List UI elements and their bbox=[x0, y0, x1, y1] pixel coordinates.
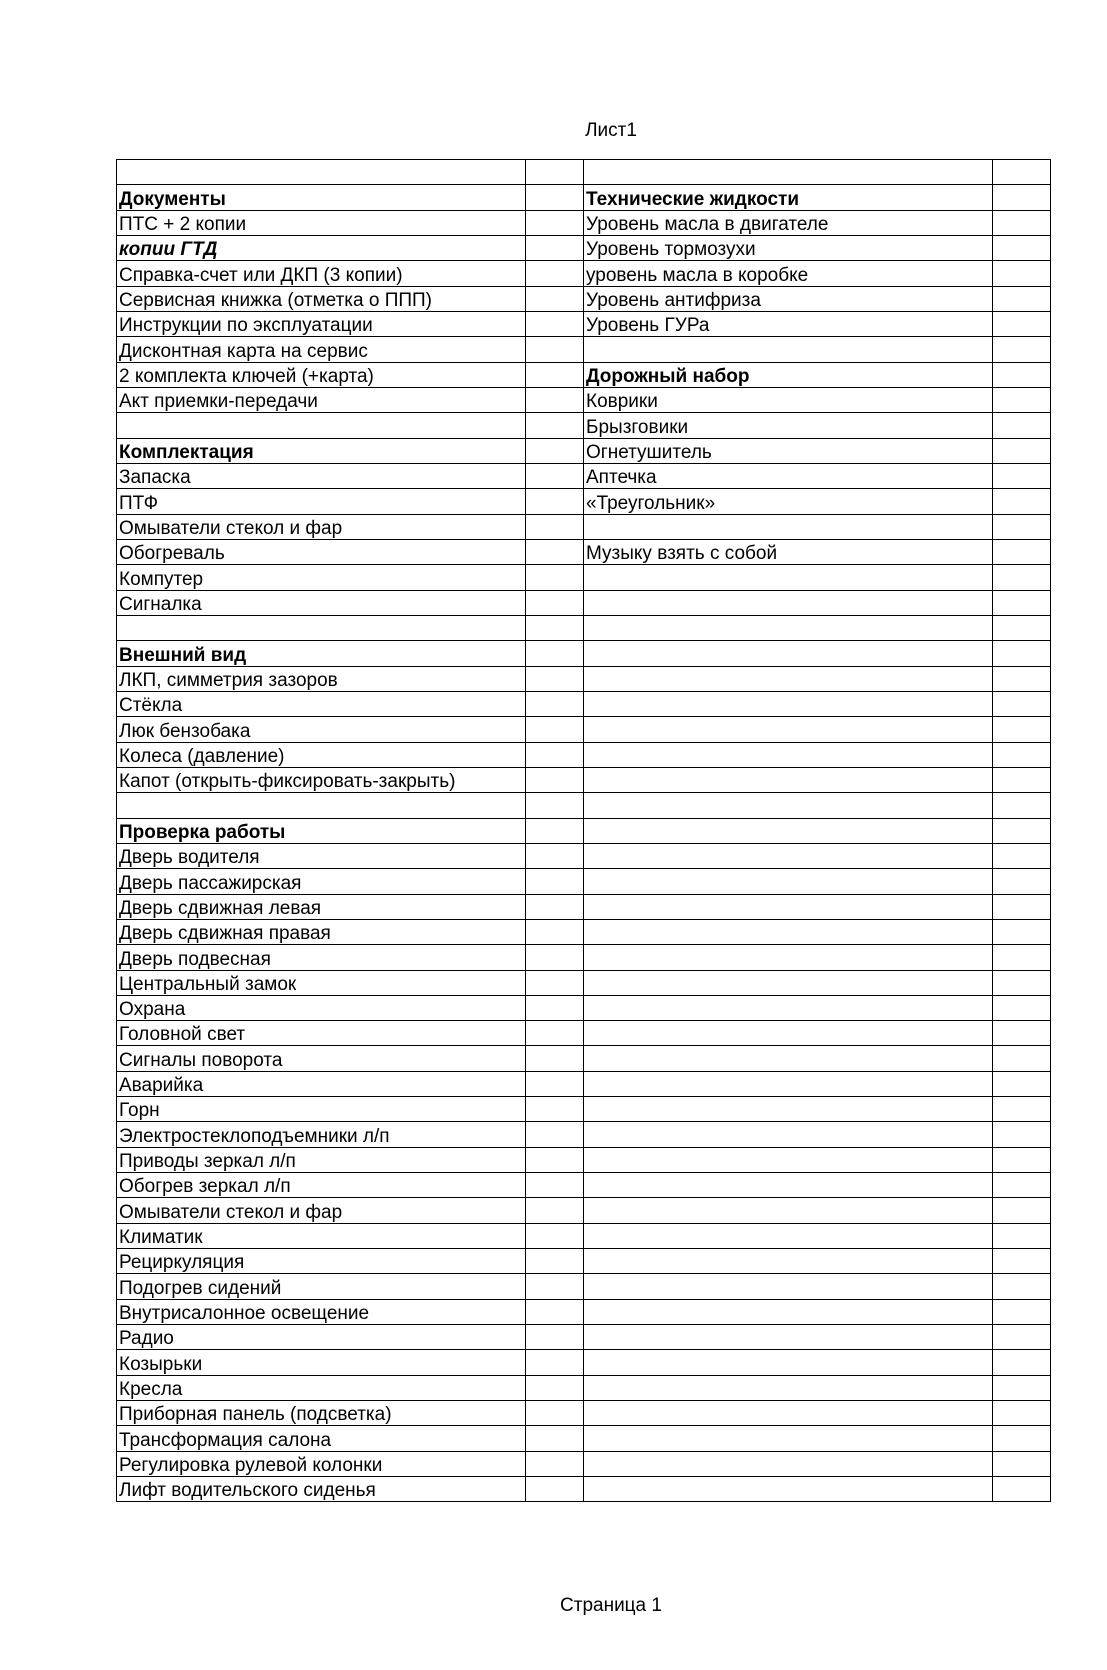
table-row bbox=[117, 1375, 1051, 1400]
right-check-cell bbox=[993, 1198, 1051, 1223]
table-row bbox=[117, 1122, 1051, 1147]
right-item-cell bbox=[584, 818, 993, 843]
left-check-cell bbox=[526, 387, 584, 412]
right-check-cell bbox=[993, 160, 1051, 185]
right-item-cell bbox=[584, 1021, 993, 1046]
left-item-cell bbox=[117, 160, 526, 185]
table-row bbox=[117, 362, 1051, 387]
table-row bbox=[117, 514, 1051, 539]
right-check-cell bbox=[993, 1223, 1051, 1248]
right-item-cell bbox=[584, 1274, 993, 1299]
left-check-cell bbox=[526, 286, 584, 311]
left-item-cell: Головной свет bbox=[117, 1021, 526, 1046]
right-check-cell bbox=[993, 1021, 1051, 1046]
left-check-cell bbox=[526, 489, 584, 514]
left-item-cell: Компутер bbox=[117, 565, 526, 590]
left-item-cell: Радио bbox=[117, 1325, 526, 1350]
right-check-cell bbox=[993, 286, 1051, 311]
right-check-cell bbox=[993, 311, 1051, 336]
right-item-cell: Огнетушитель bbox=[584, 438, 993, 463]
table-row bbox=[117, 843, 1051, 868]
right-item-cell: Музыку взять с собой bbox=[584, 539, 993, 564]
right-check-cell bbox=[993, 463, 1051, 488]
left-item-cell: Внешний вид bbox=[117, 641, 526, 666]
right-item-cell bbox=[584, 1426, 993, 1451]
left-check-cell bbox=[526, 590, 584, 615]
table-row bbox=[117, 1097, 1051, 1122]
left-item-cell: Стёкла bbox=[117, 691, 526, 716]
right-item-cell bbox=[584, 160, 993, 185]
left-check-cell bbox=[526, 438, 584, 463]
left-item-cell: Сигналы поворота bbox=[117, 1046, 526, 1071]
right-item-cell bbox=[584, 717, 993, 742]
left-check-cell bbox=[526, 514, 584, 539]
table-row bbox=[117, 1426, 1051, 1451]
right-check-cell bbox=[993, 1173, 1051, 1198]
left-check-cell bbox=[526, 1375, 584, 1400]
right-check-cell bbox=[993, 210, 1051, 235]
table-row bbox=[117, 210, 1051, 235]
left-check-cell bbox=[526, 894, 584, 919]
right-check-cell bbox=[993, 590, 1051, 615]
left-check-cell bbox=[526, 261, 584, 286]
left-check-cell bbox=[526, 1477, 584, 1502]
left-check-cell bbox=[526, 691, 584, 716]
table-row bbox=[117, 641, 1051, 666]
right-item-cell bbox=[584, 691, 993, 716]
right-check-cell bbox=[993, 1401, 1051, 1426]
right-check-cell bbox=[993, 362, 1051, 387]
left-check-cell bbox=[526, 793, 584, 818]
left-check-cell bbox=[526, 1173, 584, 1198]
left-check-cell bbox=[526, 1097, 584, 1122]
table-row bbox=[117, 235, 1051, 260]
table-row bbox=[117, 1451, 1051, 1476]
left-item-cell: Приборная панель (подсветка) bbox=[117, 1401, 526, 1426]
right-check-cell bbox=[993, 1046, 1051, 1071]
right-check-cell bbox=[993, 717, 1051, 742]
right-item-cell bbox=[584, 1401, 993, 1426]
checklist-table bbox=[116, 159, 1051, 1502]
table-row bbox=[117, 1299, 1051, 1324]
table-row bbox=[117, 590, 1051, 615]
left-check-cell bbox=[526, 1046, 584, 1071]
right-item-cell bbox=[584, 1249, 993, 1274]
table-row bbox=[117, 1198, 1051, 1223]
right-item-cell bbox=[584, 565, 993, 590]
right-check-cell bbox=[993, 1097, 1051, 1122]
left-check-cell bbox=[526, 1122, 584, 1147]
right-check-cell bbox=[993, 565, 1051, 590]
right-check-cell bbox=[993, 995, 1051, 1020]
right-check-cell bbox=[993, 387, 1051, 412]
table-row bbox=[117, 1401, 1051, 1426]
table-row bbox=[117, 1350, 1051, 1375]
table-row bbox=[117, 565, 1051, 590]
left-item-cell: Регулировка рулевой колонки bbox=[117, 1451, 526, 1476]
left-item-cell bbox=[117, 793, 526, 818]
left-item-cell: Обогрев зеркал л/п bbox=[117, 1173, 526, 1198]
left-check-cell bbox=[526, 1274, 584, 1299]
left-check-cell bbox=[526, 463, 584, 488]
left-check-cell bbox=[526, 565, 584, 590]
right-item-cell: Уровень ГУРа bbox=[584, 311, 993, 336]
right-check-cell bbox=[993, 641, 1051, 666]
table-row bbox=[117, 1274, 1051, 1299]
right-item-cell bbox=[584, 1071, 993, 1096]
left-item-cell: Дверь водителя bbox=[117, 843, 526, 868]
right-item-cell bbox=[584, 1299, 993, 1324]
right-item-cell bbox=[584, 1147, 993, 1172]
left-check-cell bbox=[526, 1401, 584, 1426]
left-item-cell: Дверь сдвижная правая bbox=[117, 919, 526, 944]
left-item-cell: ПТС + 2 копии bbox=[117, 210, 526, 235]
table-row bbox=[117, 1477, 1051, 1502]
right-item-cell bbox=[584, 1198, 993, 1223]
left-item-cell: 2 комплекта ключей (+карта) bbox=[117, 362, 526, 387]
table-row bbox=[117, 1223, 1051, 1248]
left-check-cell bbox=[526, 869, 584, 894]
left-item-cell: Обогреваль bbox=[117, 539, 526, 564]
right-check-cell bbox=[993, 615, 1051, 640]
table-row bbox=[117, 1147, 1051, 1172]
right-item-cell bbox=[584, 1046, 993, 1071]
table-row bbox=[117, 160, 1051, 185]
right-item-cell bbox=[584, 894, 993, 919]
left-check-cell bbox=[526, 1325, 584, 1350]
left-item-cell: Капот (открыть-фиксировать-закрыть) bbox=[117, 767, 526, 792]
right-check-cell bbox=[993, 970, 1051, 995]
table-row bbox=[117, 691, 1051, 716]
left-check-cell bbox=[526, 818, 584, 843]
left-item-cell: Внутрисалонное освещение bbox=[117, 1299, 526, 1324]
table-row bbox=[117, 1021, 1051, 1046]
right-item-cell bbox=[584, 1477, 993, 1502]
left-item-cell: Дверь подвесная bbox=[117, 945, 526, 970]
table-row bbox=[117, 185, 1051, 210]
right-check-cell bbox=[993, 1477, 1051, 1502]
left-check-cell bbox=[526, 1198, 584, 1223]
right-check-cell bbox=[993, 337, 1051, 362]
left-item-cell: Аварийка bbox=[117, 1071, 526, 1096]
right-item-cell bbox=[584, 1350, 993, 1375]
right-check-cell bbox=[993, 945, 1051, 970]
checklist-body bbox=[117, 160, 1051, 1502]
left-item-cell: Дверь пассажирская bbox=[117, 869, 526, 894]
right-check-cell bbox=[993, 843, 1051, 868]
left-item-cell bbox=[117, 615, 526, 640]
right-item-cell bbox=[584, 1325, 993, 1350]
left-check-cell bbox=[526, 539, 584, 564]
table-row bbox=[117, 615, 1051, 640]
right-item-cell bbox=[584, 337, 993, 362]
right-item-cell bbox=[584, 1375, 993, 1400]
left-check-cell bbox=[526, 185, 584, 210]
left-item-cell: Люк бензобака bbox=[117, 717, 526, 742]
left-check-cell bbox=[526, 717, 584, 742]
right-check-cell bbox=[993, 1325, 1051, 1350]
table-row bbox=[117, 1325, 1051, 1350]
table-row bbox=[117, 438, 1051, 463]
table-row bbox=[117, 1249, 1051, 1274]
right-check-cell bbox=[993, 894, 1051, 919]
table-row bbox=[117, 1173, 1051, 1198]
right-check-cell bbox=[993, 1122, 1051, 1147]
left-check-cell bbox=[526, 742, 584, 767]
right-check-cell bbox=[993, 261, 1051, 286]
right-item-cell: Аптечка bbox=[584, 463, 993, 488]
left-item-cell: Акт приемки-передачи bbox=[117, 387, 526, 412]
table-row bbox=[117, 869, 1051, 894]
table-row bbox=[117, 413, 1051, 438]
left-check-cell bbox=[526, 970, 584, 995]
left-item-cell: Омыватели стекол и фар bbox=[117, 1198, 526, 1223]
left-check-cell bbox=[526, 1451, 584, 1476]
right-item-cell bbox=[584, 919, 993, 944]
table-row bbox=[117, 1071, 1051, 1096]
left-item-cell: Лифт водительского сиденья bbox=[117, 1477, 526, 1502]
left-check-cell bbox=[526, 1021, 584, 1046]
left-check-cell bbox=[526, 413, 584, 438]
right-item-cell bbox=[584, 666, 993, 691]
right-check-cell bbox=[993, 666, 1051, 691]
left-check-cell bbox=[526, 362, 584, 387]
left-item-cell: Запаска bbox=[117, 463, 526, 488]
table-row bbox=[117, 463, 1051, 488]
right-check-cell bbox=[993, 1350, 1051, 1375]
right-item-cell bbox=[584, 615, 993, 640]
left-item-cell: Охрана bbox=[117, 995, 526, 1020]
right-item-cell bbox=[584, 995, 993, 1020]
table-row bbox=[117, 919, 1051, 944]
left-check-cell bbox=[526, 235, 584, 260]
table-row bbox=[117, 387, 1051, 412]
left-item-cell: копии ГТД bbox=[117, 235, 526, 260]
right-item-cell bbox=[584, 514, 993, 539]
right-item-cell bbox=[584, 1097, 993, 1122]
left-item-cell: Кресла bbox=[117, 1375, 526, 1400]
right-check-cell bbox=[993, 767, 1051, 792]
table-row bbox=[117, 717, 1051, 742]
left-item-cell: Инструкции по эксплуатации bbox=[117, 311, 526, 336]
left-check-cell bbox=[526, 843, 584, 868]
right-item-cell bbox=[584, 1173, 993, 1198]
left-item-cell: Трансформация салона bbox=[117, 1426, 526, 1451]
left-check-cell bbox=[526, 995, 584, 1020]
right-check-cell bbox=[993, 1451, 1051, 1476]
right-check-cell bbox=[993, 818, 1051, 843]
right-check-cell bbox=[993, 793, 1051, 818]
left-item-cell: Подогрев сидений bbox=[117, 1274, 526, 1299]
right-item-cell bbox=[584, 945, 993, 970]
left-item-cell: ПТФ bbox=[117, 489, 526, 514]
left-item-cell bbox=[117, 413, 526, 438]
left-check-cell bbox=[526, 160, 584, 185]
right-check-cell bbox=[993, 1071, 1051, 1096]
left-item-cell: Электростеклоподъемники л/п bbox=[117, 1122, 526, 1147]
right-item-cell bbox=[584, 793, 993, 818]
left-check-cell bbox=[526, 666, 584, 691]
right-item-cell bbox=[584, 1223, 993, 1248]
sheet-title: Лист1 bbox=[585, 120, 637, 141]
right-check-cell bbox=[993, 1274, 1051, 1299]
left-check-cell bbox=[526, 641, 584, 666]
right-check-cell bbox=[993, 1147, 1051, 1172]
table-row bbox=[117, 742, 1051, 767]
left-check-cell bbox=[526, 767, 584, 792]
left-check-cell bbox=[526, 919, 584, 944]
right-item-cell: Брызговики bbox=[584, 413, 993, 438]
table-row bbox=[117, 767, 1051, 792]
table-row bbox=[117, 539, 1051, 564]
right-check-cell bbox=[993, 514, 1051, 539]
right-item-cell: Дорожный набор bbox=[584, 362, 993, 387]
left-item-cell: Сигналка bbox=[117, 590, 526, 615]
right-item-cell: Коврики bbox=[584, 387, 993, 412]
left-check-cell bbox=[526, 1426, 584, 1451]
left-item-cell: Справка-счет или ДКП (3 копии) bbox=[117, 261, 526, 286]
right-check-cell bbox=[993, 489, 1051, 514]
right-check-cell bbox=[993, 413, 1051, 438]
right-item-cell: уровень масла в коробке bbox=[584, 261, 993, 286]
right-check-cell bbox=[993, 235, 1051, 260]
right-check-cell bbox=[993, 742, 1051, 767]
left-item-cell: Проверка работы bbox=[117, 818, 526, 843]
left-check-cell bbox=[526, 1249, 584, 1274]
left-check-cell bbox=[526, 945, 584, 970]
right-item-cell bbox=[584, 970, 993, 995]
left-item-cell: Климатик bbox=[117, 1223, 526, 1248]
table-row bbox=[117, 945, 1051, 970]
right-check-cell bbox=[993, 1299, 1051, 1324]
right-check-cell bbox=[993, 919, 1051, 944]
left-item-cell: Центральный замок bbox=[117, 970, 526, 995]
right-item-cell: Уровень антифриза bbox=[584, 286, 993, 311]
left-item-cell: ЛКП, симметрия зазоров bbox=[117, 666, 526, 691]
table-row bbox=[117, 995, 1051, 1020]
table-row bbox=[117, 337, 1051, 362]
table-row bbox=[117, 489, 1051, 514]
left-item-cell: Колеса (давление) bbox=[117, 742, 526, 767]
left-check-cell bbox=[526, 1071, 584, 1096]
table-row bbox=[117, 793, 1051, 818]
right-item-cell: Уровень тормозухи bbox=[584, 235, 993, 260]
right-check-cell bbox=[993, 1426, 1051, 1451]
table-row bbox=[117, 666, 1051, 691]
left-item-cell: Комплектация bbox=[117, 438, 526, 463]
table-row bbox=[117, 894, 1051, 919]
left-check-cell bbox=[526, 615, 584, 640]
right-check-cell bbox=[993, 869, 1051, 894]
left-item-cell: Козырьки bbox=[117, 1350, 526, 1375]
left-item-cell: Рециркуляция bbox=[117, 1249, 526, 1274]
right-check-cell bbox=[993, 691, 1051, 716]
left-item-cell: Сервисная книжка (отметка о ППП) bbox=[117, 286, 526, 311]
right-item-cell bbox=[584, 843, 993, 868]
left-item-cell: Дисконтная карта на сервис bbox=[117, 337, 526, 362]
left-item-cell: Приводы зеркал л/п bbox=[117, 1147, 526, 1172]
right-item-cell bbox=[584, 1451, 993, 1476]
table-row bbox=[117, 970, 1051, 995]
right-item-cell bbox=[584, 1122, 993, 1147]
left-check-cell bbox=[526, 1223, 584, 1248]
left-item-cell: Горн bbox=[117, 1097, 526, 1122]
left-check-cell bbox=[526, 311, 584, 336]
left-check-cell bbox=[526, 1350, 584, 1375]
left-check-cell bbox=[526, 1147, 584, 1172]
table-row bbox=[117, 1046, 1051, 1071]
table-row bbox=[117, 261, 1051, 286]
right-check-cell bbox=[993, 438, 1051, 463]
right-item-cell bbox=[584, 742, 993, 767]
table-row bbox=[117, 286, 1051, 311]
right-check-cell bbox=[993, 539, 1051, 564]
right-check-cell bbox=[993, 1375, 1051, 1400]
right-item-cell bbox=[584, 590, 993, 615]
right-item-cell bbox=[584, 767, 993, 792]
left-check-cell bbox=[526, 1299, 584, 1324]
right-item-cell bbox=[584, 641, 993, 666]
right-check-cell bbox=[993, 1249, 1051, 1274]
left-check-cell bbox=[526, 337, 584, 362]
page-footer: Страница 1 bbox=[560, 1595, 662, 1616]
right-item-cell bbox=[584, 869, 993, 894]
left-item-cell: Документы bbox=[117, 185, 526, 210]
right-item-cell: «Треугольник» bbox=[584, 489, 993, 514]
left-item-cell: Омыватели стекол и фар bbox=[117, 514, 526, 539]
table-row bbox=[117, 311, 1051, 336]
right-item-cell: Уровень масла в двигателе bbox=[584, 210, 993, 235]
right-item-cell: Технические жидкости bbox=[584, 185, 993, 210]
right-check-cell bbox=[993, 185, 1051, 210]
left-check-cell bbox=[526, 210, 584, 235]
left-item-cell: Дверь сдвижная левая bbox=[117, 894, 526, 919]
table-row bbox=[117, 818, 1051, 843]
